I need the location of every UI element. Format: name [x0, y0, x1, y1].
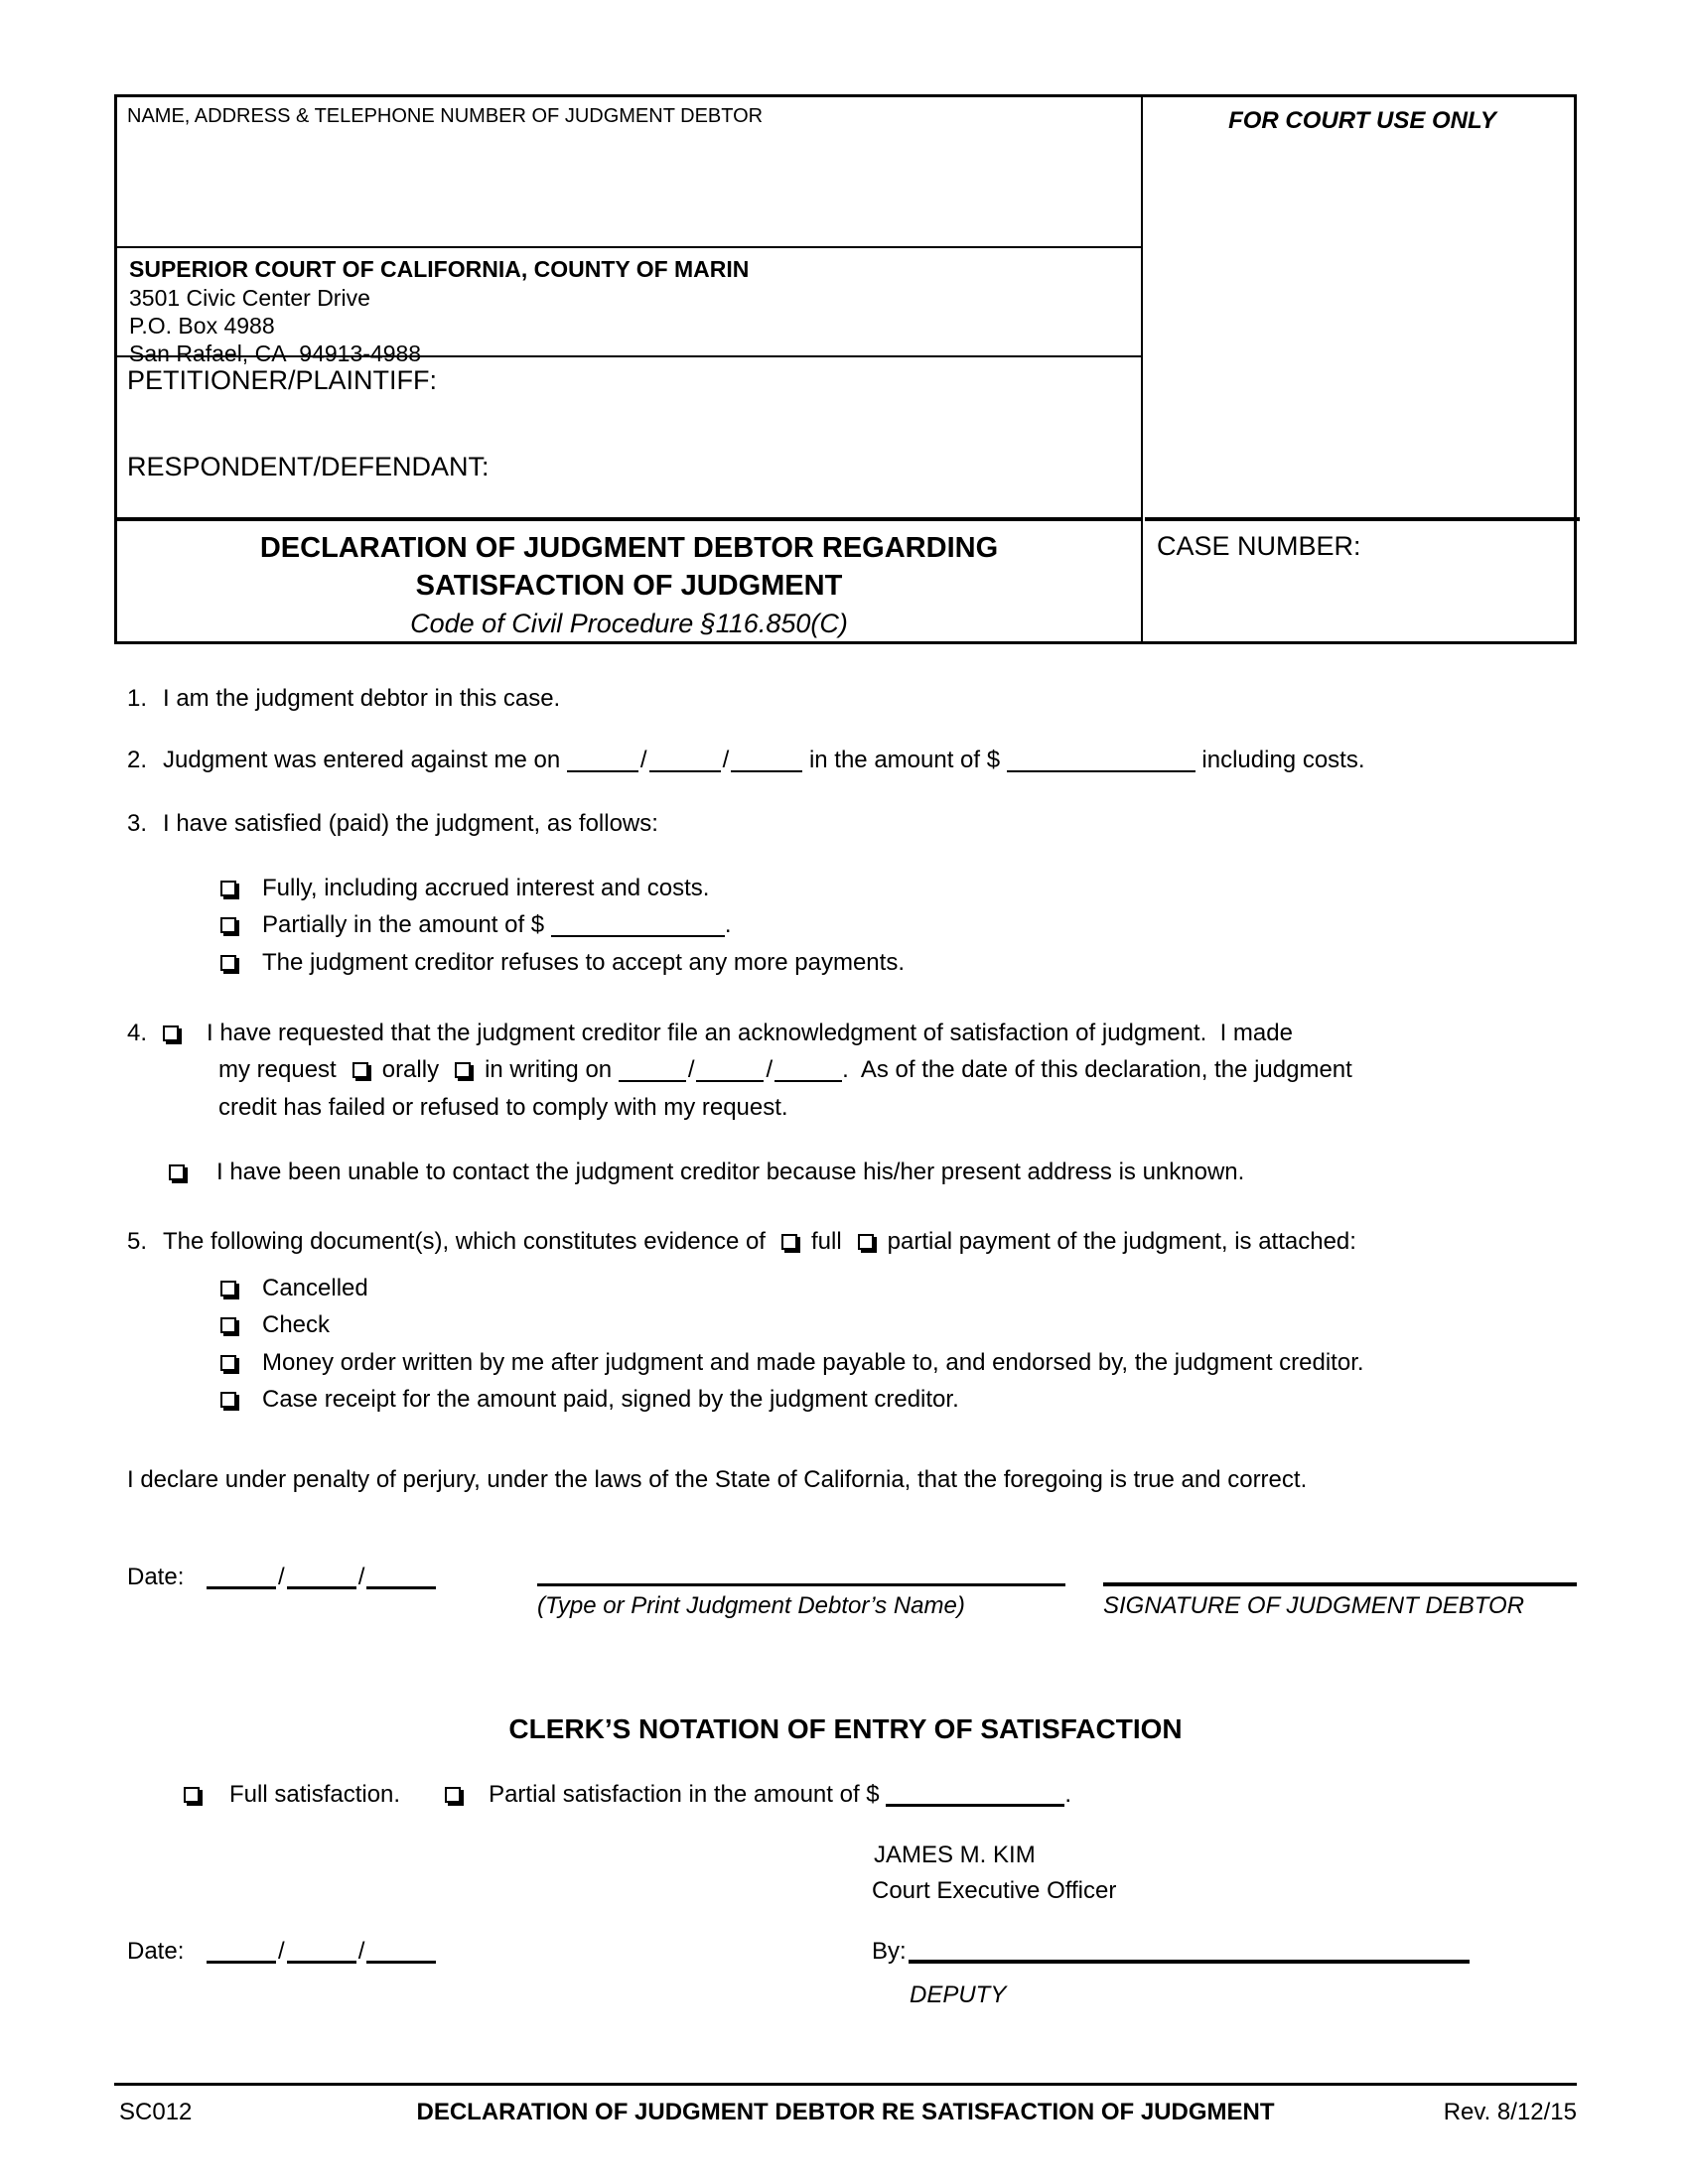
item-5-option-check: [220, 1311, 330, 1339]
officer-title: [872, 1877, 1116, 1905]
checkbox-request-in-writing[interactable]: [455, 1062, 471, 1078]
item-4-text-line2-pre: my request: [218, 1056, 337, 1083]
blank-signature-date-year[interactable]: [366, 1568, 436, 1589]
checkbox-satisfied-fully[interactable]: [220, 881, 236, 896]
option-check-label: Check: [262, 1311, 331, 1338]
item-2-number: 2.: [127, 747, 148, 773]
court-address-line3: San Rafael, CA 94913-4988: [129, 341, 422, 366]
clerk-date-label: Date:: [127, 1938, 185, 1965]
item-4-text-line1: I have requested that the judgment creditor file an acknowledgment of satisfaction of judgment. I made: [207, 1020, 1293, 1046]
blank-request-date-year[interactable]: [774, 1060, 842, 1082]
checkbox-creditor-refuses[interactable]: [220, 955, 236, 971]
deputy-caption: [910, 1981, 1006, 2009]
date-separator: /: [278, 1938, 285, 1965]
item-4-unable: [169, 1159, 1244, 1186]
case-number-box[interactable]: [1145, 517, 1580, 641]
officer-name: [874, 1842, 1036, 1869]
perjury-declaration-text: I declare under penalty of perjury, under the laws of the State of California, that the foregoing is true and correct.: [127, 1466, 1308, 1493]
item-2-text-pre: Judgment was entered against me on: [163, 747, 561, 773]
form-title-statute: Code of Civil Procedure §116.850(C): [410, 609, 848, 638]
option-money-order-label: Money order written by me after judgment and made payable to, and endorsed by, the judgment creditor.: [262, 1349, 1364, 1376]
item-5-text-post: partial payment of the judgment, is attached:: [887, 1228, 1356, 1255]
option-in-writing-label: in writing on: [485, 1056, 613, 1083]
blank-request-date-month[interactable]: [619, 1060, 686, 1082]
deputy-caption-text: DEPUTY: [910, 1981, 1007, 2008]
option-refuses-label: The judgment creditor refuses to accept any more payments.: [262, 949, 905, 976]
date-separator: /: [357, 1938, 365, 1965]
checkbox-money-order[interactable]: [220, 1355, 236, 1371]
checkbox-evidence-partial[interactable]: [858, 1234, 874, 1250]
date-separator: /: [687, 1056, 695, 1083]
unable-to-contact-label: I have been unable to contact the judgment creditor because his/her present address is unknown.: [216, 1159, 1245, 1185]
form-title-box: [117, 517, 1143, 641]
item-4-text-line2-post: . As of the date of this declaration, the judgment: [842, 1056, 1352, 1083]
item-5-option-case-receipt: [220, 1386, 959, 1414]
option-case-receipt-label: Case receipt for the amount paid, signed by the judgment creditor.: [262, 1386, 959, 1413]
signature-date-label: Date:: [127, 1564, 185, 1590]
item-3: [127, 810, 658, 838]
blank-judgment-date-year[interactable]: [731, 751, 802, 772]
item-4-number: 4.: [127, 1020, 148, 1046]
blank-partial-amount[interactable]: [551, 915, 725, 937]
option-orally-label: orally: [381, 1056, 440, 1083]
officer-title-text: Court Executive Officer: [872, 1877, 1117, 1904]
signature-field-caption: SIGNATURE OF JUDGMENT DEBTOR: [1103, 1592, 1525, 1619]
court-use-box: [1145, 97, 1580, 517]
deputy-signature-field[interactable]: [909, 1942, 1470, 1964]
date-separator: /: [278, 1564, 285, 1590]
date-separator: /: [722, 747, 730, 773]
item-4-text-line3: credit has failed or refused to comply with my request.: [218, 1094, 788, 1121]
blank-signature-date-month[interactable]: [207, 1568, 276, 1589]
checkbox-case-receipt[interactable]: [220, 1392, 236, 1408]
blank-judgment-amount[interactable]: [1007, 751, 1196, 772]
blank-request-date-day[interactable]: [696, 1060, 764, 1082]
item-4-line3: [218, 1094, 788, 1122]
item-2-text-mid: in the amount of $: [808, 747, 1001, 773]
full-satisfaction-label: Full satisfaction.: [229, 1781, 401, 1808]
footer-revision: Rev. 8/12/15: [1443, 2099, 1577, 2125]
item-3-number: 3.: [127, 810, 148, 837]
checkbox-cancelled[interactable]: [220, 1281, 236, 1297]
form-title-line2: SATISFACTION OF JUDGMENT: [415, 570, 843, 602]
blank-clerk-date-day[interactable]: [287, 1942, 356, 1964]
item-5-number: 5.: [127, 1228, 148, 1255]
blank-judgment-date-day[interactable]: [649, 751, 721, 772]
item-3-option-fully: [220, 875, 709, 902]
item-5-option-money-order: [220, 1349, 1364, 1377]
blank-judgment-date-month[interactable]: [567, 751, 638, 772]
date-separator: /: [766, 1056, 774, 1083]
respondent-label[interactable]: RESPONDENT/DEFENDANT:: [127, 452, 490, 481]
partial-satisfaction-label: Partial satisfaction in the amount of $: [489, 1781, 880, 1808]
checkbox-satisfied-partially[interactable]: [220, 917, 236, 933]
item-1: [127, 685, 560, 713]
by-label: By:: [872, 1938, 907, 1965]
form-title-line1: DECLARATION OF JUDGMENT DEBTOR REGARDING: [259, 532, 999, 564]
debtor-info-box[interactable]: [117, 97, 1143, 246]
blank-signature-date-day[interactable]: [287, 1568, 356, 1589]
checkbox-unable-to-contact[interactable]: [169, 1164, 185, 1180]
footer-form-title: DECLARATION OF JUDGMENT DEBTOR RE SATISFACTION OF JUDGMENT: [416, 2099, 1275, 2125]
case-caption-table: [114, 94, 1577, 644]
item-1-text: I am the judgment debtor in this case.: [163, 685, 561, 712]
debtor-box-label: NAME, ADDRESS & TELEPHONE NUMBER OF JUDGMENT DEBTOR: [127, 105, 764, 127]
perjury-declaration: [127, 1466, 1307, 1494]
court-address-line1: 3501 Civic Center Drive: [129, 285, 370, 311]
debtor-signature-field[interactable]: [1103, 1543, 1577, 1586]
item-3-option-refuses: [220, 949, 905, 977]
clerk-date-row: [127, 1938, 436, 1966]
court-name: SUPERIOR COURT OF CALIFORNIA, COUNTY OF MARIN: [129, 256, 750, 282]
item-5: [127, 1228, 1356, 1256]
checkbox-full-satisfaction[interactable]: [184, 1787, 200, 1803]
checkbox-partial-satisfaction[interactable]: [445, 1787, 461, 1803]
item-1-number: 1.: [127, 685, 148, 712]
blank-clerk-partial-amount[interactable]: [886, 1785, 1064, 1807]
item-5-option-cancelled: [220, 1275, 368, 1302]
item-4-line1: [127, 1020, 1293, 1047]
item-4-line2: [218, 1056, 1352, 1084]
option-full-label: full: [810, 1228, 842, 1255]
date-separator: /: [639, 747, 647, 773]
clerk-satisfaction-row: [184, 1781, 1071, 1809]
option-partially-label: Partially in the amount of $: [262, 911, 545, 938]
partial-satisfaction-period: .: [1064, 1781, 1071, 1808]
item-2-text-post: including costs.: [1201, 747, 1365, 773]
court-use-label: FOR COURT USE ONLY: [1228, 107, 1496, 134]
item-3-text: I have satisfied (paid) the judgment, as follows:: [163, 810, 658, 837]
checkbox-requested-acknowledgment[interactable]: [163, 1025, 179, 1041]
item-5-text-pre: The following document(s), which constitutes evidence of: [163, 1228, 766, 1255]
court-address-line2: P.O. Box 4988: [129, 313, 275, 339]
item-2: [127, 747, 1365, 774]
option-cancelled-label: Cancelled: [262, 1275, 368, 1301]
clerk-notation-heading: CLERK’S NOTATION OF ENTRY OF SATISFACTION: [508, 1713, 1183, 1744]
checkbox-evidence-full[interactable]: [781, 1234, 797, 1250]
signature-date-row: [127, 1564, 436, 1591]
clerk-by-row: [872, 1938, 1470, 1966]
footer-divider: [114, 2083, 1577, 2086]
date-separator: /: [357, 1564, 365, 1590]
name-field-caption: (Type or Print Judgment Debtor’s Name): [537, 1592, 965, 1619]
checkbox-request-orally[interactable]: [352, 1062, 368, 1078]
item-3-option-partially: [220, 911, 732, 939]
debtor-name-field[interactable]: [537, 1545, 1065, 1586]
blank-clerk-date-month[interactable]: [207, 1942, 276, 1964]
option-partially-period: .: [724, 911, 732, 938]
option-fully-label: Fully, including accrued interest and costs.: [262, 875, 710, 901]
footer-form-number: SC012: [119, 2099, 193, 2125]
parties-box: [117, 355, 1143, 517]
court-address-box: [117, 246, 1143, 366]
checkbox-check[interactable]: [220, 1317, 236, 1333]
petitioner-label[interactable]: PETITIONER/PLAINTIFF:: [127, 365, 438, 395]
case-number-label: CASE NUMBER:: [1157, 531, 1361, 561]
officer-name-text: JAMES M. KIM: [874, 1842, 1036, 1868]
blank-clerk-date-year[interactable]: [366, 1942, 436, 1964]
